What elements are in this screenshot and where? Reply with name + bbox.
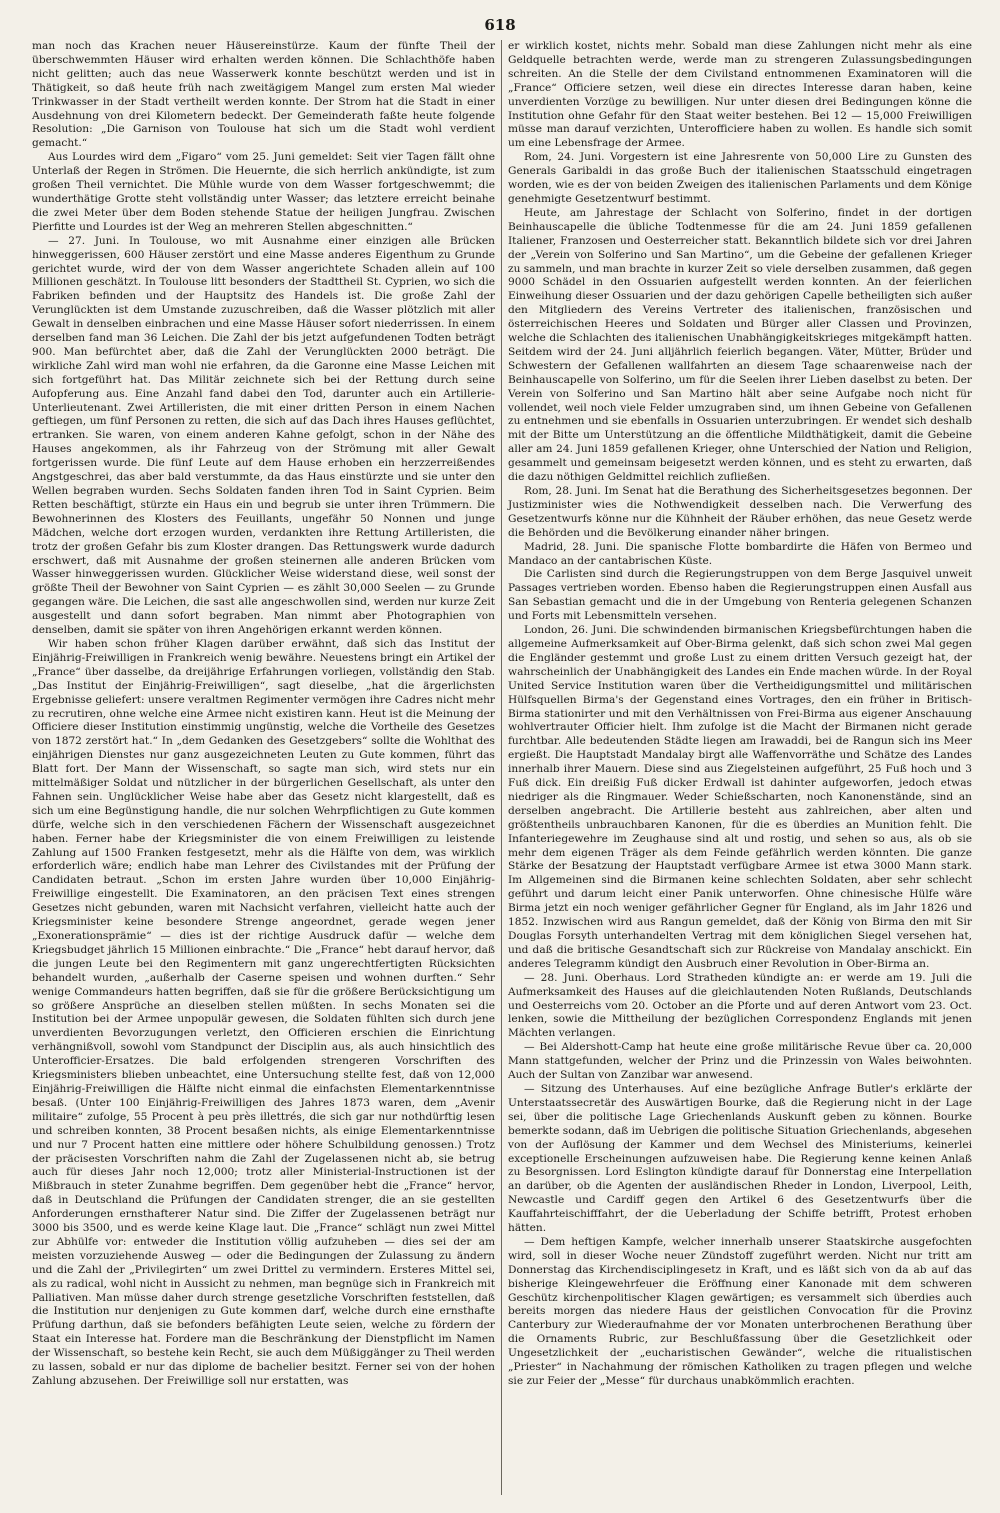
article-paragraph: Heute, am Jahrestage der Schlacht von Solferino, findet in der dortigen Beinhauscapelle die übliche Todtenmesse für die am 24. Juni 1859 gefallenen Italiener, Franzosen und Oesterreicher statt. Bekanntlich bildete sich vor drei Jahren der „Verein von Solferino und San Martino“, um die Gebeine der gefallenen Krieger zu sammeln, und man brachte in kurzer Zeit so viele derselben zusammen, daß gegen 9000 Schädel in den Ossuarien aufgestellt werden konnten. An der feierlichen Einweihung dieser Ossuarien und der dazu gehörigen Capelle betheiligten sich außer den Mitgliedern des Vereins Vertreter des italienischen, französischen und österreichischen Heeres und Soldaten und Bürger aller Classen und Provinzen, welche die Schlachten des italienischen Unabhängigkeitskrieges mitgekämpft hatten. Seitdem wird der 24. Juni alljährlich feierlich begangen. Väter, Mütter, Brüder und Schwestern der Gefallenen wallfahrten an diesem Tage schaarenweise nach der Beinhauscapelle von Solferino, um für die Seelen ihrer Lieben daselbst zu beten. Der Verein von Solferino und San Martino hält aber seine Aufgabe noch nicht für vollendet, weil noch viele Felder umzugraben sind, um ihnen Gebeine von Gefallenen zu entnehmen und sie ebenfalls in Ossuarien unterzubringen. Er wendet sich deshalb mit der Bitte um Unterstützung an die öffentliche Mildthätigkeit, damit die Gebeine aller am 24. Juni 1859 gefallenen Krieger, ohne Unterschied der Nation und Religion, gesammelt und gemeinsam beigesetzt werden können, und es steht zu erwarten, daß die dazu nöthigen Geldmittel reichlich zufließen.: [508, 206, 972, 484]
article-paragraph: — Sitzung des Unterhauses. Auf eine bezügliche Anfrage Butler's erklärte der Unterstaatssecretär des Auswärtigen Bourke, daß die Regierung nicht in der Lage sei, über die politische Lage Griechenlands Auskunft geben zu können. Bourke bemerkte sodann, daß im Uebrigen die politische Situation Griechenlands, abgesehen von der Auflösung der Kammer und dem Wechsel des Ministeriums, keinerlei exceptionelle Erscheinungen aufzuweisen habe. Die Regierung kenne keinen Anlaß zu Besorgnissen. Lord Eslington kündigte darauf für Donnerstag eine Interpellation an darüber, ob die Agenten der ausländischen Rheder in London, Liverpool, Leith, Newcastle und Cardiff gegen den Artikel 6 des Gesetzentwurfs über die Kauffahrteischifffahrt, der die Ueberladung der Schiffe betrifft, Protest erhoben hätten.: [508, 1082, 972, 1235]
article-paragraph: — 27. Juni. In Toulouse, wo mit Ausnahme einer einzigen alle Brücken hinweggerissen, 600 Häuser zerstört und eine Masse anderes Eigenthum zu Grunde gerichtet wurde, wird der von dem Wasser angerichtete Schaden allein auf 100 Millionen geschätzt. In Toulouse litt besonders der Stadttheil St. Cyprien, wo sich die Fabriken befinden und der Hauptsitz des Handels ist. Die große Zahl der Verunglückten ist dem Umstande zuzuschreiben, daß die Wasser plötzlich mit aller Gewalt in denselben einbrachen und eine Masse Häuser sofort niederrissen. In einem derselben fand man 36 Leichen. Die Zahl der bis jetzt aufgefundenen Todten beträgt 900. Man befürchtet aber, daß die Zahl der Verunglückten 2000 beträgt. Die wirkliche Zahl wird man wohl nie erfahren, da die Garonne eine Masse Leichen mit sich fortgeführt hat. Das Militär zeichnete sich bei der Rettung durch seine Aufopferung aus. Eine Anzahl fand dabei den Tod, darunter auch ein Artillerie-Unterlieutenant. Zwei Artilleristen, die mit einer dritten Person in einem Nachen geftiegen, um fünf Personen zu retten, die sich auf das Dach ihres Hauses geflüchtet, ertranken. Sie waren, von einem anderen Kahne gefolgt, schon in der Nähe des Hauses angekommen, als ihr Fahrzeug von der Strömung mit aller Gewalt fortgerissen wurde. Die fünf Leute auf dem Hause erhoben ein herzzerreißendes Angstgeschrei, das aber bald verstummte, da das Haus einstürzte und sie unter den Wellen begraben wurden. Sechs Soldaten fanden ihren Tod in Saint Cyprien. Beim Retten beschäftigt, stürzte ein Haus ein und begrub sie unter ihren Trümmern. Die Bewohnerinnen des Klosters des Feuillants, ungefähr 50 Nonnen und junge Mädchen, welche dort erzogen wurden, verdankten ihre Rettung Artilleristen, die trotz der großen Gefahr bis zum Kloster drangen. Das Rettungswerk wurde dadurch erschwert, daß mit Ausnahme der großen steinernen alle anderen Brücken vom Wasser hinweggerissen wurden. Glücklicher Weise widerstand diese, weil sonst der größte Theil der Bewohner von Saint Cyprien — es zählt 30,000 Seelen — zu Grunde gegangen wäre. Die Leichen, die sast alle angeschwollen sind, werden nur kurze Zeit ausgestellt und dann sofort begraben. Man nimmt aber Photographien von denselben, damit sie später von ihren Angehörigen erkannt werden können.: [32, 234, 495, 637]
article-paragraph: London, 26. Juni. Die schwindenden birmanischen Kriegsbefürchtungen haben die allgemeine Aufmerksamkeit auf Ober-Birma gelenkt, daß sich schon zwei Mal gegen die Engländer gestemmt und große Lust zu einem dritten Versuch gezeigt hat, der wahrscheinlich der Unabhängigkeit des Landes ein Ende machen würde. In der Royal United Service Institution waren über die Vertheidigungsmittel und militärischen Hülfsquellen Birma's der Gegenstand eines Vortrages, den ein früher in Britisch-Birma stationirter und mit den Verhältnissen von Frei-Birma aus eigener Anschauung wohlvertrauter Officier hielt. Ihm zufolge ist die Macht der Birmanen nicht gerade furchtbar. Alle bedeutenden Städte liegen am Irawaddi, bei de Rangun sich ins Meer ergießt. Die Hauptstadt Mandalay birgt alle Waffenvorräthe und Schätze des Landes innerhalb ihrer Mauern. Diese sind aus Ziegelsteinen aufgeführt, 25 Fuß hoch und 3 Fuß dick. Ein dreißig Fuß dicker Erdwall ist dahinter aufgeworfen, jedoch etwas niedriger als die Ringmauer. Weder Schießscharten, noch Kanonenstände, sind an derselben angebracht. Die Artillerie besteht aus zahlreichen, aber alten und größtentheils unbrauchbaren Kanonen, für die es überdies an Munition fehlt. Die Infanteriegewehre im Zeughause sind alt und rostig, und sehen so aus, als ob sie mehr dem eigenen Träger als dem Feinde gefährlich werden könnten. Die ganze Stärke der Besatzung der Hauptstadt verfügbare Armee ist etwa 3000 Mann stark. Im Allgemeinen sind die Birmanen keine schlechten Soldaten, aber sehr schlecht geführt und darum leicht einer Panik unterworfen. Ohne chinesische Hülfe wäre Birma jetzt ein noch weniger gefährlicher Gegner für England, als im Jahr 1826 und 1852. Inzwischen wird aus Rangun gemeldet, daß der König von Birma den mit Sir Douglas Forsyth unterhandelten Vertrag mit dem königlichen Siegel versehen hat, und daß die britische Gesandtschaft sich zur Rückreise von Mandalay anschickt. Ein anderes Telegramm kündigt den Ausbruch einer Revolution in Ober-Birma an.: [508, 624, 972, 970]
article-paragraph: — Dem heftigen Kampfe, welcher innerhalb unserer Staatskirche ausgefochten wird, soll in dieser Woche neuer Zündstoff zugeführt werden. Nicht nur tritt am Donnerstag das Kirchendisciplingesetz in Kraft, und es läßt sich von da ab auf das bisherige Kleingewehrfeuer die Eröffnung einer Kanonade mit dem schweren Geschütz kirchenpolitischer Klagen gewärtigen; es versammelt sich überdies auch bereits morgen das niedere Haus der geistlichen Convocation für die Provinz Canterbury zur Wiederaufnahme der vor Monaten unterbrochenen Berathung über die Ornaments Rubric, zur Beschlußfassung über die Gesetzlichkeit oder Ungesetzlichkeit der „eucharistischen Gewänder“, welche die ritualistischen „Priester“ in Nachahmung der römischen Katholiken zu tragen pflegen und welche sie zur Feier der „Messe“ für durchaus unabkömmlich erachten.: [508, 1235, 972, 1387]
article-paragraph: Rom, 28. Juni. Im Senat hat die Berathung des Sicherheitsgesetzes begonnen. Der Justizminister wies die Nothwendigkeit desselben nach. Die Verwerfung des Gesetzentwurfs könne nur die Kühnheit der Räuber erhöhen, das neue Gesetz werde die Behörden und die Bevölkerung einander näher bringen.: [508, 485, 972, 539]
article-paragraph: man noch das Krachen neuer Häusereinstürze. Kaum der fünfte Theil der überschwemmten Häuser wird erhalten werden können. Die Schlachthöfe haben nicht gelitten; auch das neue Wasserwerk konnte beschützt werden und ist in Thätigkeit, so daß heute früh nach zweitägigem Mangel zum ersten Mal wieder Trinkwasser in der Stadt vertheilt werden konnte. Der Strom hat die Stadt in einer Ausdehnung von drei Kilometern bedeckt. Der Gemeinderath faßte heute folgende Resolution: „Die Garnison von Toulouse hat sich um die Stadt wohl verdient gemacht.“: [32, 40, 495, 150]
article-paragraph: Madrid, 28. Juni. Die spanische Flotte bombardirte die Häfen von Bermeo und Mandaco an der cantabrischen Küste.: [508, 540, 972, 567]
article-paragraph: Wir haben schon früher Klagen darüber erwähnt, daß sich das Institut der Einjährig-Freiwilligen in Frankreich wenig bewähre. Neuestens bringt ein Artikel der „France“ über dasselbe, da dreijährige Erfahrungen vorliegen, vollständig den Stab. „Das Institut der Einjährig-Freiwilligen“, sagt dieselbe, „hat die ärgerlichsten Ergebnisse geliefert: unsere veraltmen Regimenter vermögen ihre Cadres nicht mehr zu recrutiren, ohne welche eine Armee nicht existiren kann. Heut ist die Meinung der Officiere dieser Institution einstimmig ungünstig, welche die Vortheile des Gesetzes von 1872 zerstört hat.“ In „dem Gedanken des Gesetzgebers“ sollte die Wohlthat des einjährigen Dienstes nur ganz ausgezeichneten Leuten zu Gute kommen, führt das Blatt fort. Der Mann der Wissenschaft, so sagte man sich, wird stets nur ein mittelmäßiger Soldat und nützlicher in der bürgerlichen Gesellschaft, als unter den Fahnen sein. Unglücklicher Weise habe aber das Gesetz nicht klargestellt, daß es sich um eine Begünstigung handle, die nur solchen Wehrpflichtigen zu Gute kommen dürfe, welche sich in den verschiedenen Fächern der Wissenschaft ausgezeichnet haben. Ferner habe der Kriegsminister die von einem Freiwilligen zu leistende Zahlung auf 1500 Franken festgesetzt, mehr als die Hälfte von dem, was wirklich erforderlich wäre; endlich habe man Lehrer des Civilstandes mit der Prüfung der Candidaten betraut. „Schon im ersten Jahre wurden über 10,000 Einjährig-Freiwillige eingestellt. Die Examinatoren, an den präcisen Text eines strengen Gesetzes nicht gebunden, waren mit Nachsicht verfahren, vielleicht hatte auch der Kriegsminister keine besondere Strenge angeordnet, gerade wegen jener „Exonerationsprämie“ — dies ist der richtige Ausdruck dafür — welche dem Kriegsbudget jährlich 15 Millionen einbrachte.“ Die „France“ hebt darauf hervor, daß die jungen Leute bei den Regimentern mit ganz ungerechtfertigten Rücksichten behandelt wurden, „außerhalb der Caserne speisen und wohnen durften.“ Sehr wenige Commandeurs hatten begriffen, daß sie für die größere Berücksichtigung um so größere Ansprüche an dieselben stellen müßten. In sechs Monaten sei die Institution bei der Armee unpopulär gewesen, die Soldaten fühlten sich durch jene unverdienten Bevorzugungen verletzt, den Officieren erschien die Einrichtung verhängnißvoll, sowohl vom Standpunct der Disciplin aus, als auch hinsichtlich des Unterofficier-Ersatzes. Die bald erfolgenden strengeren Vorschriften des Kriegsministers blieben unbeachtet, eine Untersuchung stellte fest, daß von 12,000 Einjährig-Freiwilligen die Hälfte nicht einmal die einfachsten Elementarkenntnisse besaß. (Unter 100 Einjährig-Freiwilligen des Jahres 1873 waren, dem „Avenir militaire“ zufolge, 55 Procent à peu près illettrés, die sich gar nur nothdürftig lesen und schreiben konnten, 38 Procent besaßen nichts, als einige Elementarkenntnisse und nur 7 Procent hatten eine mittlere oder höhere Schulbildung genossen.) Trotz der präcisesten Vorschriften nahm die Zahl der Zugelassenen nicht ab, sie betrug auch für dieses Jahr noch 12,000; trotz aller Ministerial-Instructionen ist der Mißbrauch in steter Zunahme begriffen. Dem gegenüber hebt die „France“ hervor, daß in Deutschland die Prüfungen der Candidaten strenger, die an sie gestellten Anforderungen ernsthafterer Natur sind. Die Ziffer der Zugelassenen beträgt nur 3000 bis 3500, und es werde keine Klage laut. Die „France“ schlägt nun zwei Mittel zur Abhülfe vor: entweder die Institution völlig aufzuheben — dies sei der am meisten vorzuziehende Ausweg — oder die Bedingungen der Zulassung zu ändern und die Zahl der „Privilegirten“ um zwei Drittel zu vermindern. Ersteres Mittel sei, als zu radical, wohl nicht in Aussicht zu nehmen, man begnüge sich in Frankreich mit Palliativen. Man müsse daher durch strenge gesetzliche Vorschriften feststellen, daß die Institution nur denjenigen zu Gute kommen darf, welche durch eine ernsthafte Prüfung darthun, daß sie befonders befähigten Leute seien, welche zu fördern der Staat ein Interesse hat. Fordere man die Beschränkung der Dienstpflicht im Namen der Wissenschaft, so bestehe kein Recht, sie auch dem Müßiggänger zu Theil werden zu lassen, sobald er nur das diplome de bachelier besitzt. Ferner sei von der hohen Zahlung abzusehen. Der Freiwillige soll nur erstatten, was: [32, 637, 495, 1387]
article-paragraph: — Bei Aldershott-Camp hat heute eine große militärische Revue über ca. 20,000 Mann stattgefunden, welcher der Prinz und die Prinzessin von Wales beiwohnten. Auch der Sultan von Zanzibar war anwesend.: [508, 1041, 972, 1082]
article-paragraph: Aus Lourdes wird dem „Figaro“ vom 25. Juni gemeldet: Seit vier Tagen fällt ohne Unterlaß der Regen in Strömen. Die Heuernte, die sich herrlich ankündigte, ist zum großen Theil vernichtet. Die Mühle wurde von dem Wasser fortgeschwemmt; die wunderthätige Grotte steht vollständig unter Wasser; das letztere erreicht beinahe die zwei Meter über dem Boden stehende Statue der heiligen Jungfrau. Zwischen Pierfitte und Lourdes ist der Weg an mehreren Stellen abgeschnitten.“: [32, 151, 495, 233]
column-divider: [501, 40, 502, 1495]
right-column: [508, 40, 972, 1389]
article-paragraph: — 28. Juni. Oberhaus. Lord Stratheden kündigte an: er werde am 19. Juli die Aufmerksamkeit des Hauses auf die gleichlautenden Noten Rußlands, Deutschlands und Oesterreichs vom 20. October an die Pforte und auf deren Antwort vom 23. Oct. lenken, sowie die Mittheilung der bezüglichen Correspondenz Englands mit jenen Mächten verlangen.: [508, 971, 972, 1040]
left-column: [32, 40, 495, 1389]
article-paragraph: Rom, 24. Juni. Vorgestern ist eine Jahresrente von 50,000 Lire zu Gunsten des Generals Garibaldi in das große Buch der italienischen Staatsschuld eingetragen worden, wie es der von beiden Zweigen des italienischen Parlaments und dem Könige genehmigte Gesetzentwurf bestimmt.: [508, 151, 972, 205]
page-number: 618: [484, 16, 516, 34]
article-paragraph: er wirklich kostet, nichts mehr. Sobald man diese Zahlungen nicht mehr als eine Geldquelle betrachten werde, werde man zu strengeren Zulassungsbedingungen schreiten. An die Stelle der dem Civilstand entnommenen Examinatoren will die „France“ Officiere setzen, weil diese ein directes Interesse daran haben, keine unverdienten Vorzüge zu bewilligen. Nur unter diesen drei Bedingungen könne die Institution ohne Gefahr für den Staat weiter bestehen. Bei 12 — 15,000 Freiwilligen müsse man darauf verzichten, Unterofficiere haben zu wollen. Es handle sich somit um eine Lebensfrage der Armee.: [508, 40, 972, 150]
article-paragraph: Die Carlisten sind durch die Regierungstruppen von dem Berge Jasquivel unweit Passages vertrieben worden. Ebenso haben die Regierungstruppen einen Ausfall aus San Sebastian gemacht und die in der Umgebung von Renteria gelegenen Schanzen und Forts mit Lebensmitteln versehen.: [508, 568, 972, 623]
